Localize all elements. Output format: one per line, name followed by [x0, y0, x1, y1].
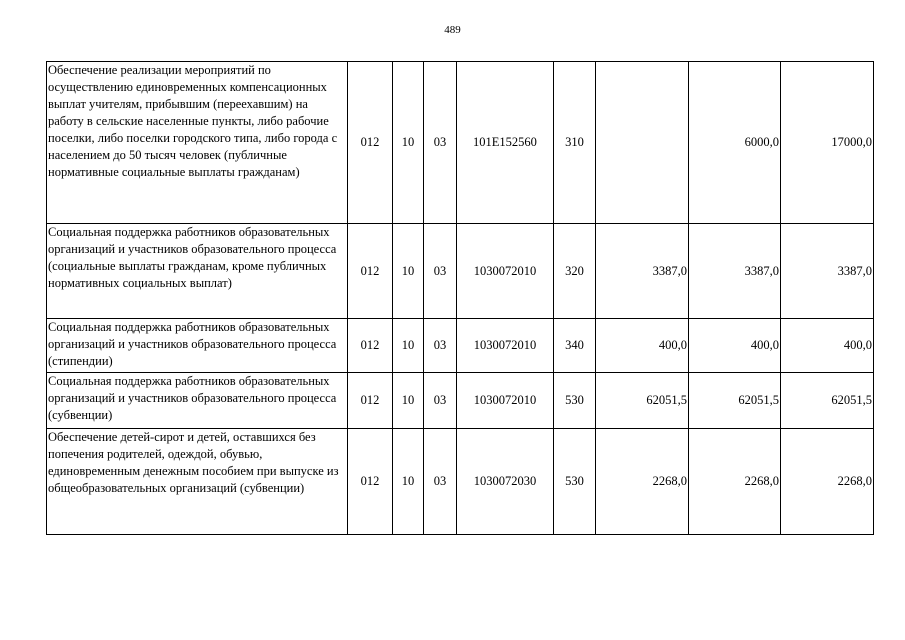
target-article-code: 101E152560	[457, 62, 554, 224]
amount-year-3: 400,0	[781, 319, 874, 373]
row-description: Обеспечение детей-сирот и детей, оставшихся без попечения родителей, одеждой, обувью, единовременным денежным пособием при выпуске из общеобразовательных организаций (субвенции)	[47, 429, 348, 535]
section-code: 10	[393, 373, 424, 429]
ministry-code: 012	[348, 319, 393, 373]
table-row	[47, 62, 874, 224]
target-article-code: 1030072010	[457, 224, 554, 319]
amount-year-3: 3387,0	[781, 224, 874, 319]
ministry-code: 012	[348, 429, 393, 535]
row-description: Социальная поддержка работников образовательных организаций и участников образовательного процесса (стипендии)	[47, 319, 348, 373]
table-row	[47, 429, 874, 535]
section-code: 10	[393, 429, 424, 535]
amount-year-1: 400,0	[596, 319, 689, 373]
amount-year-1: 62051,5	[596, 373, 689, 429]
amount-year-1	[596, 62, 689, 224]
ministry-code: 012	[348, 373, 393, 429]
ministry-code: 012	[348, 62, 393, 224]
row-description: Обеспечение реализации мероприятий по осуществлению единовременных компенсационных выплат учителям, прибывшим (переехавшим) на работу в сельские населенные пункты, либо рабочие поселки, либо поселки городского типа, либо города с населением до 50 тысяч человек (публичные нормативные социальные выплаты гражданам)	[47, 62, 348, 224]
subsection-code: 03	[424, 62, 457, 224]
page-number: 489	[444, 24, 461, 36]
expense-type-code: 320	[554, 224, 596, 319]
target-article-code: 1030072030	[457, 429, 554, 535]
amount-year-2: 6000,0	[689, 62, 781, 224]
subsection-code: 03	[424, 429, 457, 535]
table-row	[47, 224, 874, 319]
target-article-code: 1030072010	[457, 319, 554, 373]
section-code: 10	[393, 62, 424, 224]
amount-year-3: 17000,0	[781, 62, 874, 224]
subsection-code: 03	[424, 373, 457, 429]
table-row	[47, 373, 874, 429]
subsection-code: 03	[424, 319, 457, 373]
amount-year-2: 400,0	[689, 319, 781, 373]
amount-year-2: 3387,0	[689, 224, 781, 319]
budget-table	[46, 61, 874, 535]
amount-year-1: 3387,0	[596, 224, 689, 319]
expense-type-code: 530	[554, 373, 596, 429]
amount-year-2: 2268,0	[689, 429, 781, 535]
row-description: Социальная поддержка работников образовательных организаций и участников образовательного процесса (социальные выплаты гражданам, кроме публичных нормативных социальных выплат)	[47, 224, 348, 319]
amount-year-3: 2268,0	[781, 429, 874, 535]
section-code: 10	[393, 319, 424, 373]
expense-type-code: 340	[554, 319, 596, 373]
amount-year-3: 62051,5	[781, 373, 874, 429]
section-code: 10	[393, 224, 424, 319]
target-article-code: 1030072010	[457, 373, 554, 429]
subsection-code: 03	[424, 224, 457, 319]
expense-type-code: 310	[554, 62, 596, 224]
table-row	[47, 319, 874, 373]
expense-type-code: 530	[554, 429, 596, 535]
row-description: Социальная поддержка работников образовательных организаций и участников образовательного процесса (субвенции)	[47, 373, 348, 429]
amount-year-2: 62051,5	[689, 373, 781, 429]
ministry-code: 012	[348, 224, 393, 319]
amount-year-1: 2268,0	[596, 429, 689, 535]
